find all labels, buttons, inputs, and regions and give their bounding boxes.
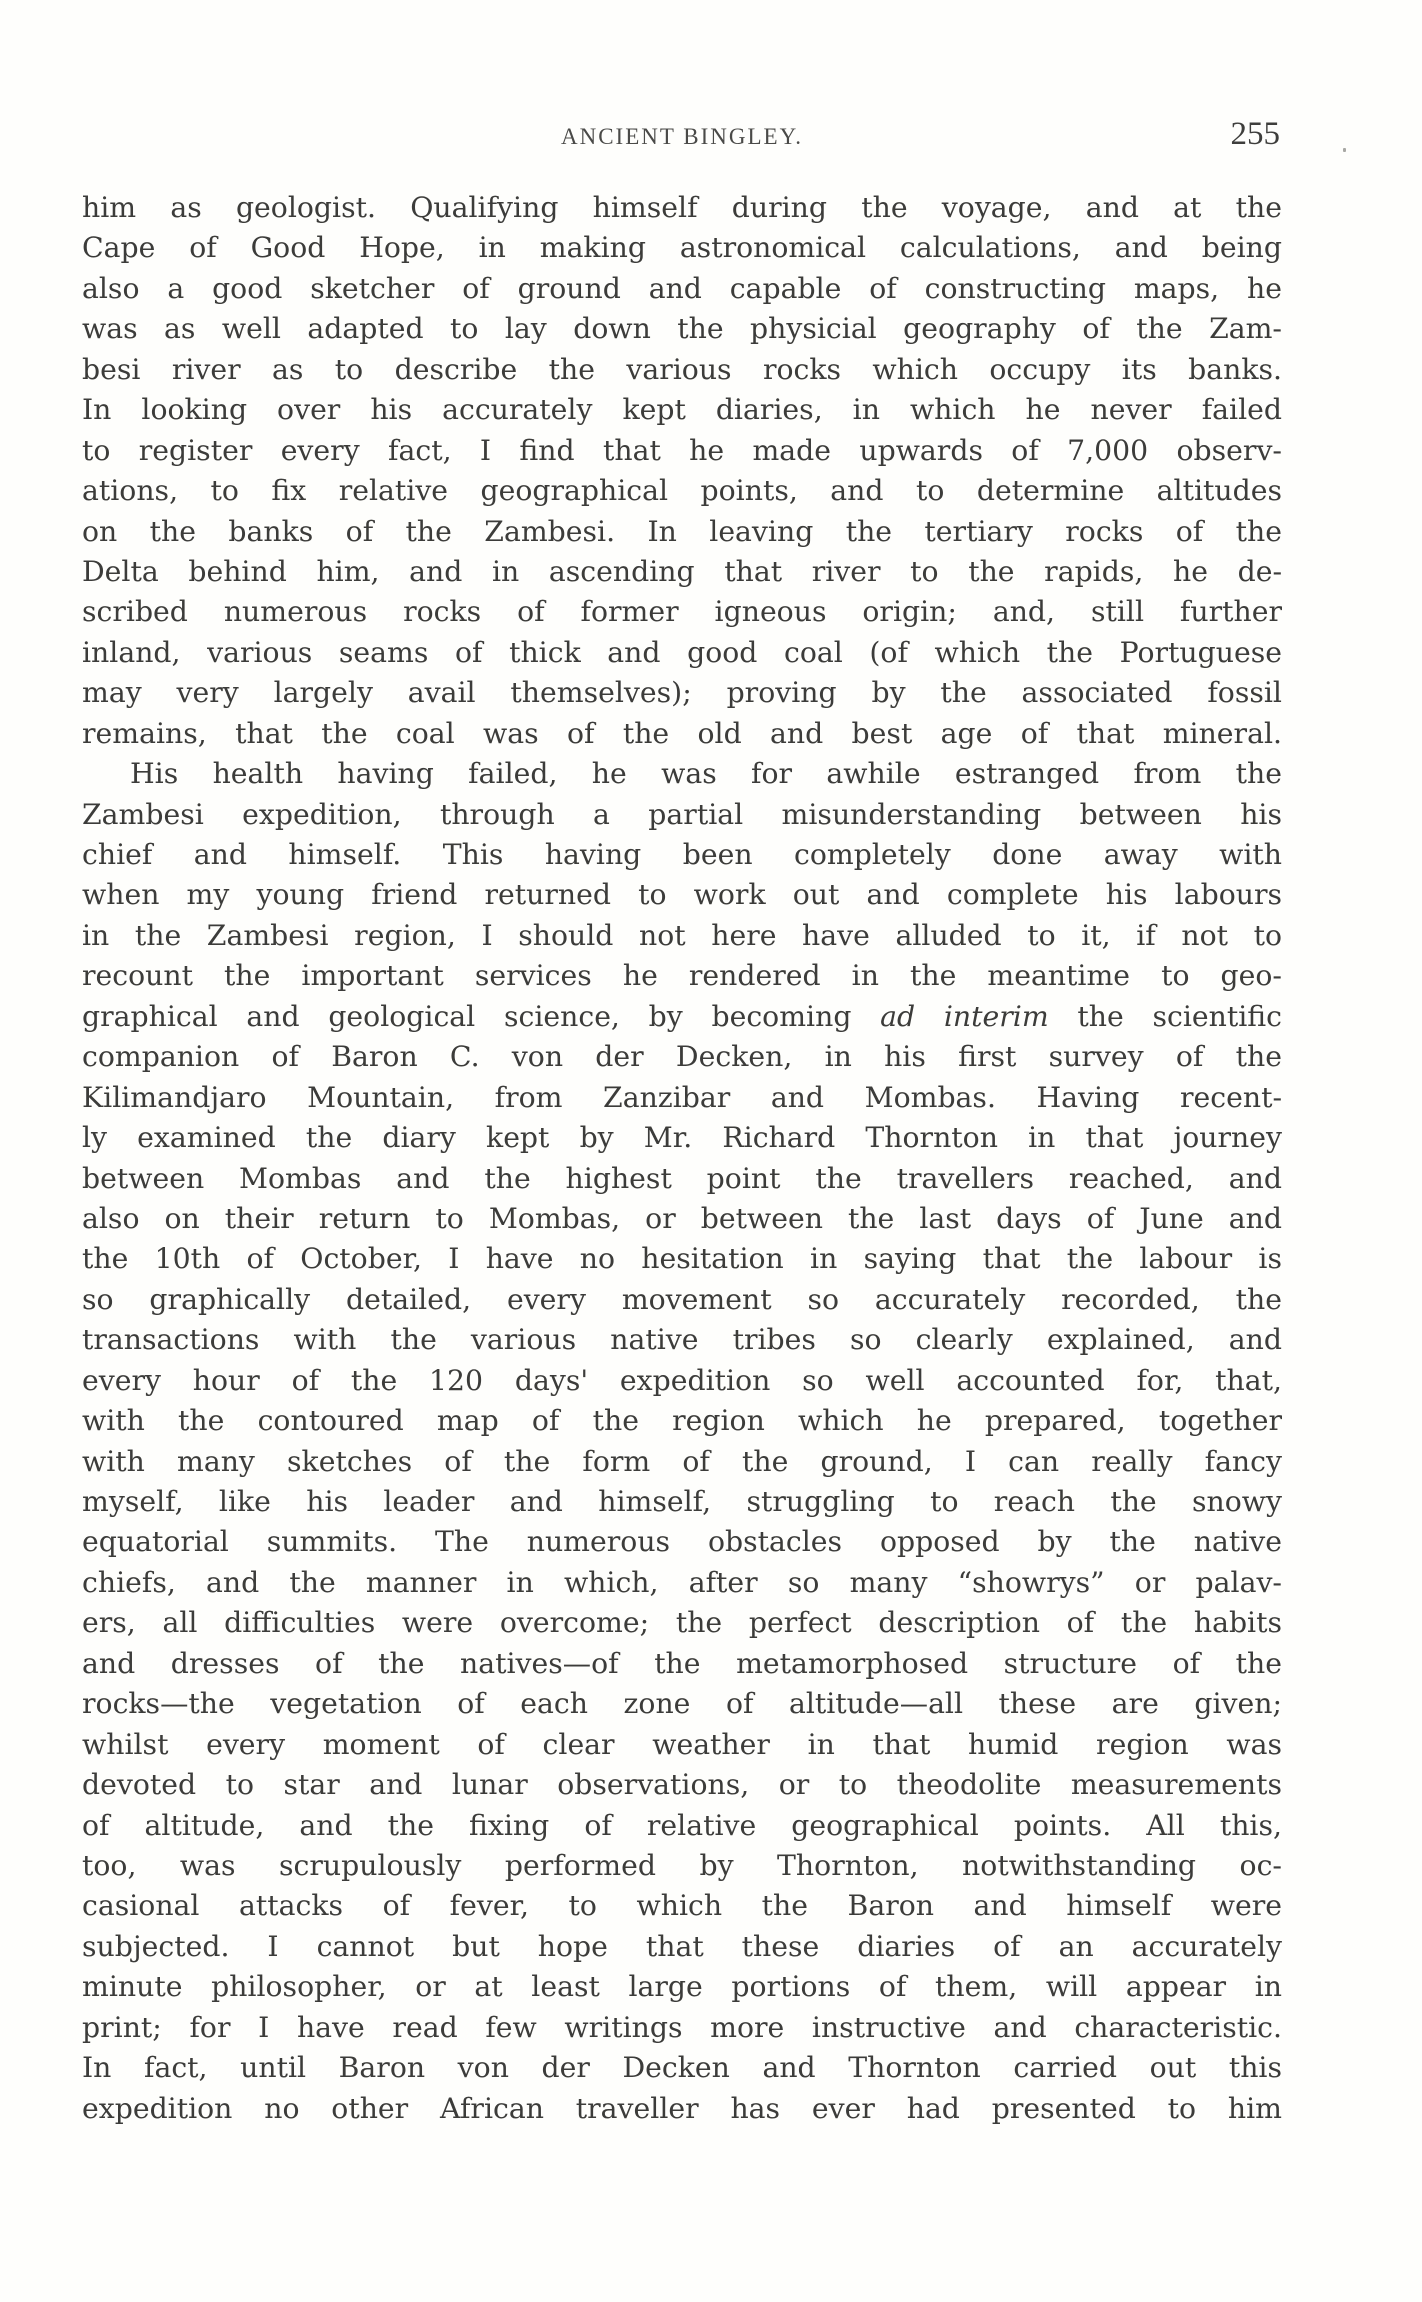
text-line: was as well adapted to lay down the physicial geography of the Zam- bbox=[82, 312, 1282, 346]
text-line: to register every fact, I find that he made upwards of 7,000 observ- bbox=[82, 433, 1282, 467]
text-line: In fact, until Baron von der Decken and Thornton carried out this bbox=[82, 2051, 1282, 2085]
text-line: too, was scrupulously performed by Thornton, notwithstanding oc- bbox=[82, 1848, 1282, 1882]
running-header bbox=[84, 116, 1280, 156]
text-line: devoted to star and lunar observations, or to theodolite measurements bbox=[82, 1768, 1282, 1802]
text-line: Delta behind him, and in ascending that river to the rapids, he de- bbox=[82, 554, 1282, 588]
text-line: remains, that the coal was of the old and best age of that mineral. bbox=[82, 716, 1282, 750]
page-number: 255 bbox=[1230, 116, 1280, 152]
text-line: expedition no other African traveller has ever had presented to him bbox=[82, 2091, 1282, 2125]
text-line: subjected. I cannot but hope that these diaries of an accurately bbox=[82, 1929, 1282, 1963]
text-line: myself, like his leader and himself, struggling to reach the snowy bbox=[82, 1485, 1282, 1518]
text-line: transactions with the various native tribes so clearly explained, and bbox=[82, 1323, 1282, 1357]
text-line: print; for I have read few writings more instructive and characteristic. bbox=[82, 2010, 1282, 2044]
text-run: graphical and geological science, by becoming bbox=[82, 999, 881, 1033]
text-line: Kilimandjaro Mountain, from Zanzibar and Mombas. Having recent- bbox=[82, 1080, 1282, 1114]
text-line: Cape of Good Hope, in making astronomical calculations, and being bbox=[82, 231, 1282, 265]
text-line: and dresses of the natives—of the metamorphosed structure of the bbox=[82, 1646, 1282, 1680]
text-line: him as geologist. Qualifying himself during the voyage, and at the bbox=[82, 191, 1282, 224]
italic-phrase: ad interim bbox=[880, 999, 1049, 1033]
text-line: every hour of the 120 days' expedition so well accounted for, that, bbox=[82, 1363, 1282, 1397]
text-line: the 10th of October, I have no hesitation in saying that the labour is bbox=[82, 1242, 1282, 1276]
text-line: on the banks of the Zambesi. In leaving the tertiary rocks of the bbox=[82, 514, 1282, 548]
text-line: with many sketches of the form of the ground, I can really fancy bbox=[82, 1444, 1282, 1478]
text-line: recount the important services he rendered in the meantime to geo- bbox=[82, 959, 1282, 993]
text-line-with-italic bbox=[82, 997, 1282, 1037]
paragraph-start-line: His health having failed, he was for awhile estranged from the bbox=[130, 757, 1282, 791]
body-text bbox=[82, 188, 1282, 2129]
text-line: companion of Baron C. von der Decken, in his first survey of the bbox=[82, 1040, 1282, 1074]
paper-speck bbox=[1343, 148, 1346, 152]
text-line: with the contoured map of the region which he prepared, together bbox=[82, 1404, 1282, 1438]
text-line: In looking over his accurately kept diaries, in which he never failed bbox=[82, 393, 1282, 427]
text-line: inland, various seams of thick and good coal (of which the Portuguese bbox=[82, 635, 1282, 669]
text-line: chief and himself. This having been completely done away with bbox=[82, 838, 1282, 871]
text-line: may very largely avail themselves); proving by the associated fossil bbox=[82, 676, 1282, 710]
text-line: in the Zambesi region, I should not here have alluded to it, if not to bbox=[82, 918, 1282, 952]
text-line: Zambesi expedition, through a partial misunderstanding between his bbox=[82, 797, 1282, 831]
text-line: equatorial summits. The numerous obstacles opposed by the native bbox=[82, 1525, 1282, 1559]
running-title: ANCIENT BINGLEY. bbox=[561, 124, 803, 149]
text-line: whilst every moment of clear weather in that humid region was bbox=[82, 1727, 1282, 1761]
text-line: ations, to fix relative geographical points, and to determine altitudes bbox=[82, 474, 1282, 508]
text-line: minute philosopher, or at least large portions of them, will appear in bbox=[82, 1970, 1282, 2004]
text-line: also a good sketcher of ground and capable of constructing maps, he bbox=[82, 271, 1282, 305]
text-run: the scientific bbox=[1048, 999, 1282, 1033]
text-line: besi river as to describe the various rocks which occupy its banks. bbox=[82, 352, 1282, 386]
text-line: ly examined the diary kept by Mr. Richard Thornton in that journey bbox=[82, 1121, 1282, 1155]
text-line: when my young friend returned to work out and complete his labours bbox=[82, 878, 1282, 912]
text-line: of altitude, and the fixing of relative geographical points. All this, bbox=[82, 1808, 1282, 1842]
text-line: chiefs, and the manner in which, after so many “showrys” or palav- bbox=[82, 1565, 1282, 1599]
text-line: ers, all difficulties were overcome; the perfect description of the habits bbox=[82, 1606, 1282, 1640]
text-line: scribed numerous rocks of former igneous origin; and, still further bbox=[82, 595, 1282, 629]
text-line: also on their return to Mombas, or between the last days of June and bbox=[82, 1201, 1282, 1235]
text-line: rocks—the vegetation of each zone of altitude—all these are given; bbox=[82, 1687, 1282, 1721]
text-line: casional attacks of fever, to which the Baron and himself were bbox=[82, 1889, 1282, 1923]
text-line: between Mombas and the highest point the travellers reached, and bbox=[82, 1161, 1282, 1195]
text-line: so graphically detailed, every movement so accurately recorded, the bbox=[82, 1282, 1282, 1316]
